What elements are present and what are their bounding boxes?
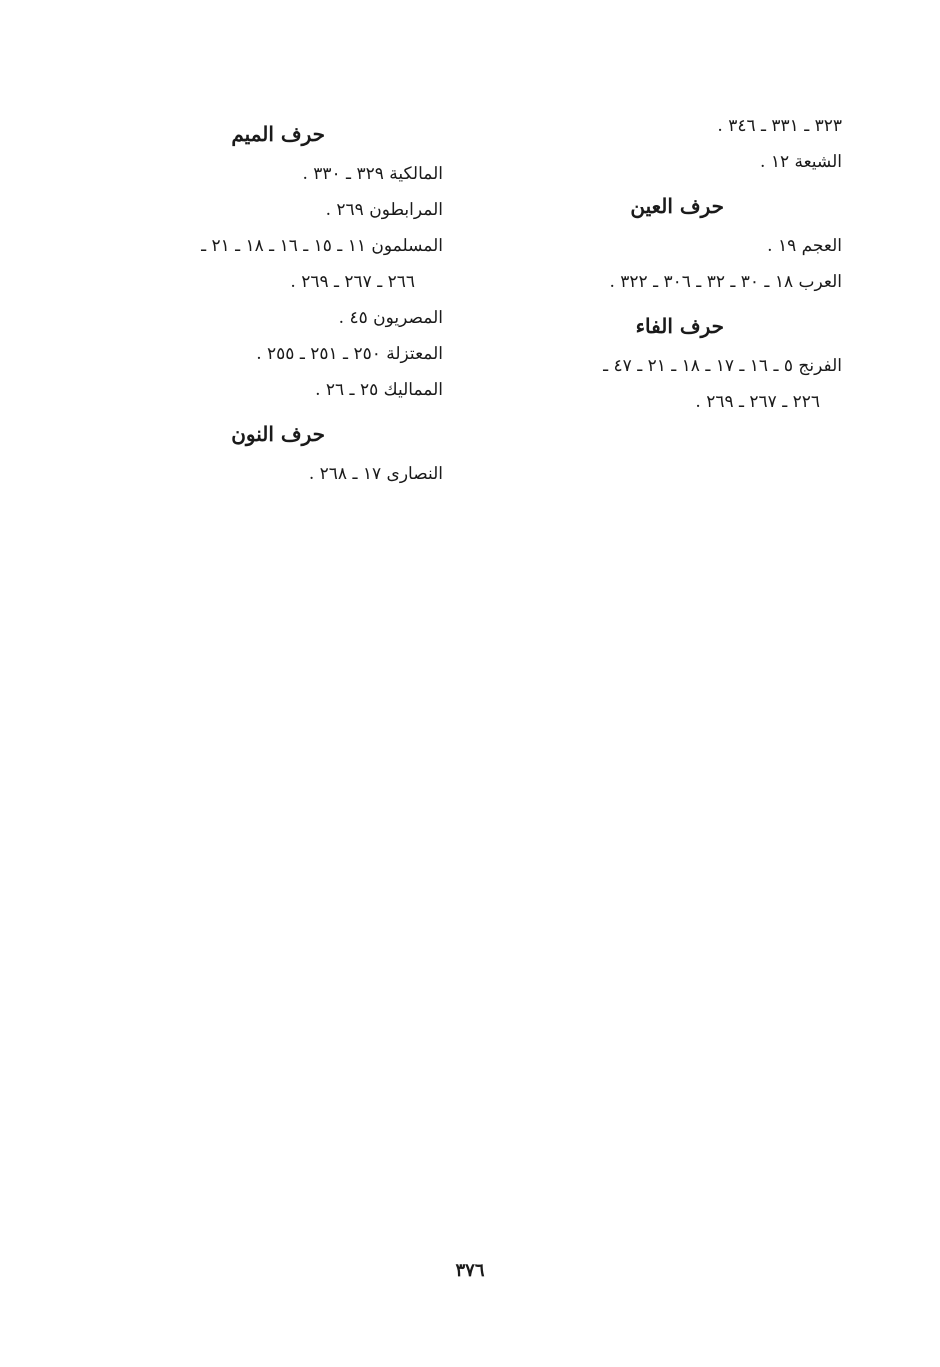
index-entry-franks-line1: الفرنج ٥ ـ ١٦ ـ ١٧ ـ ١٨ ـ ٢١ ـ ٤٧ ـ (603, 356, 842, 376)
continued-entry-line: ٣٢٣ ـ ٣٣١ ـ ٣٤٦ . (717, 116, 842, 136)
index-entry-muslims-line1: المسلمون ١١ ـ ١٥ ـ ١٦ ـ ١٨ ـ ٢١ ـ (201, 236, 443, 256)
index-column-left (73, 108, 443, 492)
index-entry-mamalik: المماليك ٢٥ ـ ٢٦ . (315, 380, 443, 400)
section-heading-nun: حرف النون (231, 422, 325, 446)
index-entry-murabitun: المرابطون ٢٦٩ . (325, 200, 443, 220)
index-entry-malikiyya: المالكية ٣٢٩ ـ ٣٣٠ . (302, 164, 443, 184)
index-entry-arab: العرب ١٨ ـ ٣٠ ـ ٣٢ ـ ٣٠٦ ـ ٣٢٢ . (609, 272, 842, 292)
index-entry-mutazila: المعتزلة ٢٥٠ ـ ٢٥١ ـ ٢٥٥ . (256, 344, 443, 364)
index-entry-franks-line2: ٢٢٦ ـ ٢٦٧ ـ ٢٦٩ . (695, 392, 820, 412)
section-heading-fa: حرف الفاء (635, 314, 724, 338)
index-entry-misriyun: المصريون ٤٥ . (338, 308, 443, 328)
index-entry-shia: الشيعة ١٢ . (760, 152, 842, 172)
index-entry-nasara: النصارى ١٧ ـ ٢٦٨ . (308, 464, 443, 484)
index-entry-ajam: العجم ١٩ . (767, 236, 842, 256)
index-entry-muslims-line2: ٢٦٦ ـ ٢٦٧ ـ ٢٦٩ . (290, 272, 415, 292)
section-heading-mim: حرف الميم (231, 122, 325, 146)
page-number: ٣٧٦ (455, 1260, 485, 1281)
index-column-right (482, 108, 842, 420)
section-heading-ain: حرف العين (630, 194, 724, 218)
